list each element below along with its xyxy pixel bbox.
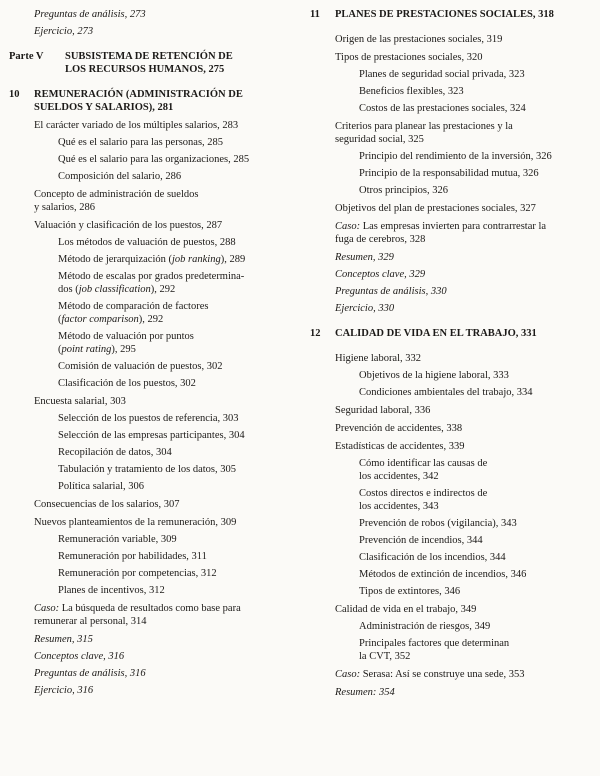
- toc-subentry: [310, 457, 591, 483]
- chapter-number: 10: [9, 89, 20, 100]
- toc-entry: [9, 219, 290, 232]
- entry-text: Seguridad laboral, 336: [335, 405, 431, 416]
- entry-text: Valuación y clasificación de los puestos, 287: [34, 220, 223, 231]
- entry-text: Conceptos clave, 329: [335, 269, 426, 280]
- toc-subentry: [310, 534, 591, 547]
- toc-subentry: [9, 153, 290, 166]
- entry-text: Objetivos de la higiene laboral, 333: [359, 370, 509, 381]
- entry-text: Higiene laboral, 332: [335, 353, 422, 364]
- entry-text: Recopilación de datos, 304: [58, 447, 172, 458]
- entry-text: Otros principios, 326: [359, 185, 448, 196]
- toc-entry: [310, 404, 591, 417]
- entry-text: Tipos de prestaciones sociales, 320: [335, 52, 483, 63]
- entry-text: Ejercicio, 316: [34, 685, 94, 696]
- toc-subentry: [9, 550, 290, 563]
- entry-text: Qué es el salario para las organizaciones, 285: [58, 154, 250, 165]
- toc-subentry: [9, 567, 290, 580]
- entry-text: Selección de las empresas participantes, 304: [58, 430, 245, 441]
- toc-entry: [310, 120, 591, 146]
- entry-text: Tabulación y tratamiento de los datos, 305: [58, 464, 237, 475]
- toc-subentry: [310, 620, 591, 633]
- entry-text: Condiciones ambientales del trabajo, 334: [359, 387, 533, 398]
- entry-text: Principales factores que determinan la CVT, 352: [359, 638, 510, 662]
- entry-text: Clasificación de los puestos, 302: [58, 378, 196, 389]
- toc-subentry: [310, 386, 591, 399]
- toc-entry: [310, 352, 591, 365]
- toc-subentry: [310, 184, 591, 197]
- toc-subentry: [9, 360, 290, 373]
- toc-entry: [9, 633, 290, 646]
- toc-entry: [310, 33, 591, 46]
- entry-text: Método de escalas por grados predetermina- dos (job classification), 292: [58, 271, 245, 295]
- entry-text: Prevención de incendios, 344: [359, 535, 483, 546]
- toc-subentry: [310, 167, 591, 180]
- entry-text: Conceptos clave, 316: [34, 651, 125, 662]
- entry-text: Tipos de extintores, 346: [359, 586, 461, 597]
- toc-subentry: [9, 533, 290, 546]
- entry-text: Principio de la responsabilidad mutua, 326: [359, 168, 539, 179]
- entry-text: Prevención de robos (vigilancia), 343: [359, 518, 517, 529]
- entry-text: Planes de incentivos, 312: [58, 585, 165, 596]
- toc-entry: [9, 188, 290, 214]
- toc-subentry: [9, 463, 290, 476]
- toc-entry: [310, 51, 591, 64]
- entry-text: Método de valuación por puntos (point rating), 295: [58, 331, 194, 355]
- toc-subentry: [310, 150, 591, 163]
- entry-text: Criterios para planear las prestaciones y la seguridad social, 325: [335, 121, 513, 145]
- entry-text: Qué es el salario para las personas, 285: [58, 137, 224, 148]
- entry-text: Cómo identificar las causas de los accidentes, 342: [359, 458, 488, 482]
- toc-subentry: [310, 517, 591, 530]
- toc-subentry: [9, 412, 290, 425]
- toc-subentry: [310, 487, 591, 513]
- entry-text: SUBSISTEMA DE RETENCIÓN DE LOS RECURSOS HUMANOS, 275: [65, 51, 233, 75]
- chapter-number: 11: [310, 9, 320, 20]
- toc-part-heading: [9, 50, 290, 76]
- toc-entry: [9, 516, 290, 529]
- entry-text: El carácter variado de los múltiples salarios, 283: [34, 120, 239, 131]
- entry-text: PLANES DE PRESTACIONES SOCIALES, 318: [335, 9, 554, 20]
- toc-subentry: [310, 568, 591, 581]
- toc-subentry: [9, 170, 290, 183]
- entry-text: Remuneración por habilidades, 311: [58, 551, 207, 562]
- toc-entry: [310, 251, 591, 264]
- toc-entry: [310, 202, 591, 215]
- entry-text: Resumen: 354: [335, 687, 395, 698]
- entry-text: REMUNERACIÓN (ADMINISTRACIÓN DE SUELDOS Y SALARIOS), 281: [34, 89, 243, 113]
- toc-entry: [9, 498, 290, 511]
- entry-text: Costos de las prestaciones sociales, 324: [359, 103, 526, 114]
- entry-text: Resumen, 315: [34, 634, 93, 645]
- toc-subentry: [310, 637, 591, 663]
- toc-subentry: [9, 236, 290, 249]
- toc-chapter-heading: [9, 88, 290, 114]
- toc-entry: [310, 603, 591, 616]
- toc-entry: [310, 686, 591, 699]
- entry-text: Resumen, 329: [335, 252, 394, 263]
- toc-subentry: [9, 136, 290, 149]
- toc-entry: [9, 8, 290, 21]
- entry-text: Ejercicio, 330: [335, 303, 395, 314]
- toc-entry: [9, 650, 290, 663]
- entry-text: Métodos de extinción de incendios, 346: [359, 569, 527, 580]
- toc-entry: [9, 684, 290, 697]
- toc-subentry: [310, 68, 591, 81]
- toc-subentry: [9, 300, 290, 326]
- entry-text: Caso: La búsqueda de resultados como base para remunerar al personal, 314: [34, 603, 241, 627]
- toc-subentry: [9, 480, 290, 493]
- entry-text: Beneficios flexibles, 323: [359, 86, 464, 97]
- part-label: Parte V: [9, 51, 44, 62]
- entry-text: Preguntas de análisis, 330: [335, 286, 447, 297]
- toc-columns: [9, 8, 591, 703]
- entry-text: Calidad de vida en el trabajo, 349: [335, 604, 477, 615]
- entry-text: Comisión de valuación de puestos, 302: [58, 361, 223, 372]
- entry-text: Composición del salario, 286: [58, 171, 182, 182]
- toc-subentry: [9, 429, 290, 442]
- entry-text: Preguntas de análisis, 273: [34, 9, 146, 20]
- entry-text: Prevención de accidentes, 338: [335, 423, 463, 434]
- toc-entry: [9, 25, 290, 38]
- toc-chapter-heading: [310, 8, 591, 21]
- entry-text: Método de jerarquización (job ranking), 289: [58, 254, 246, 265]
- toc-entry: [310, 268, 591, 281]
- toc-entry: [9, 667, 290, 680]
- entry-text: Nuevos planteamientos de la remuneración, 309: [34, 517, 237, 528]
- toc-subentry: [9, 270, 290, 296]
- entry-text: Estadísticas de accidentes, 339: [335, 441, 465, 452]
- toc-subentry: [310, 585, 591, 598]
- toc-subentry: [310, 85, 591, 98]
- entry-text: Clasificación de los incendios, 344: [359, 552, 506, 563]
- toc-column-right: [310, 8, 591, 703]
- entry-text: Remuneración por competencias, 312: [58, 568, 217, 579]
- toc-subentry: [9, 330, 290, 356]
- toc-entry: [9, 395, 290, 408]
- entry-text: Método de comparación de factores (factor comparison), 292: [58, 301, 209, 325]
- entry-text: Origen de las prestaciones sociales, 319: [335, 34, 503, 45]
- entry-text: Remuneración variable, 309: [58, 534, 177, 545]
- toc-subentry: [9, 377, 290, 390]
- entry-text: Preguntas de análisis, 316: [34, 668, 146, 679]
- entry-text: Planes de seguridad social privada, 323: [359, 69, 525, 80]
- entry-text: Costos directos e indirectos de los accidentes, 343: [359, 488, 488, 512]
- entry-text: Caso: Las empresas invierten para contrarrestar la fuga de cerebros, 328: [335, 221, 547, 245]
- toc-subentry: [9, 446, 290, 459]
- toc-column-left: [9, 8, 290, 703]
- toc-entry: [310, 440, 591, 453]
- toc-subentry: [9, 584, 290, 597]
- entry-text: Encuesta salarial, 303: [34, 396, 126, 407]
- entry-text: Principio del rendimiento de la inversión, 326: [359, 151, 552, 162]
- toc-entry: [310, 285, 591, 298]
- entry-text: Los métodos de valuación de puestos, 288: [58, 237, 236, 248]
- entry-text: Política salarial, 306: [58, 481, 145, 492]
- toc-subentry: [9, 253, 290, 266]
- toc-entry: [310, 220, 591, 246]
- entry-text: Selección de los puestos de referencia, 303: [58, 413, 239, 424]
- entry-text: Administración de riesgos, 349: [359, 621, 491, 632]
- toc-chapter-heading: [310, 327, 591, 340]
- toc-subentry: [310, 551, 591, 564]
- toc-entry: [310, 668, 591, 681]
- toc-subentry: [310, 102, 591, 115]
- entry-text: Ejercicio, 273: [34, 26, 94, 37]
- entry-text: Objetivos del plan de prestaciones sociales, 327: [335, 203, 536, 214]
- toc-entry: [310, 422, 591, 435]
- chapter-number: 12: [310, 328, 321, 339]
- toc-subentry: [310, 369, 591, 382]
- toc-entry: [9, 119, 290, 132]
- toc-entry: [9, 602, 290, 628]
- toc-entry: [310, 302, 591, 315]
- entry-text: CALIDAD DE VIDA EN EL TRABAJO, 331: [335, 328, 537, 339]
- entry-text: Caso: Serasa: Así se construye una sede, 353: [335, 669, 525, 680]
- entry-text: Concepto de administración de sueldos y salarios, 286: [34, 189, 199, 213]
- entry-text: Consecuencias de los salarios, 307: [34, 499, 180, 510]
